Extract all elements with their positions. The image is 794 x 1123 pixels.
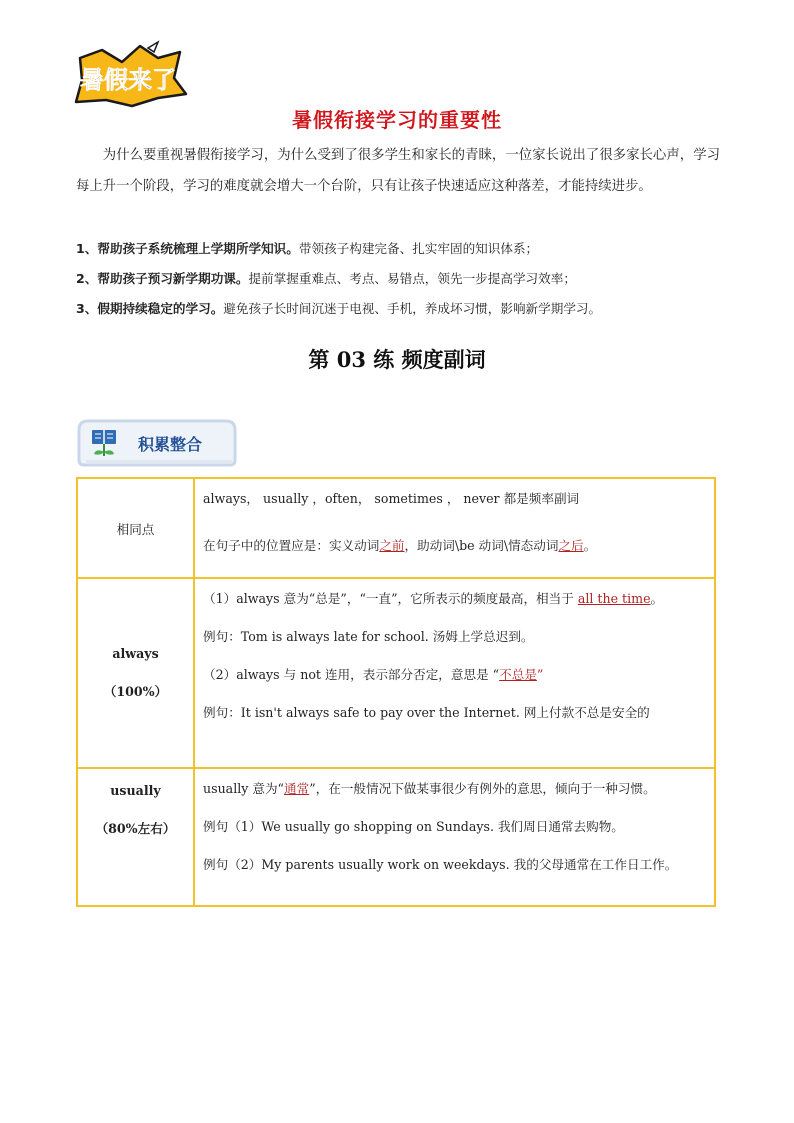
row-content [194, 768, 715, 906]
benefit-list [76, 234, 726, 324]
line-text: ，助动词\be 动词\情态动词 [404, 538, 559, 553]
benefit-item [76, 294, 726, 324]
benefit-item-heading: 1、帮助孩子系统梳理上学期所学知识。 [76, 241, 299, 256]
table-row [77, 578, 715, 768]
line-text: 。 [583, 538, 597, 553]
row-content [194, 578, 715, 768]
line-text: 例句（1）We usually go shopping on Sundays. 我们周日通常去购物。 [203, 819, 624, 834]
benefit-item-heading: 2、帮助孩子预习新学期功课。 [76, 271, 249, 286]
badge-label: 积累整合 [137, 435, 203, 454]
highlight-text: 之后 [558, 538, 584, 553]
content-line [203, 622, 706, 660]
summer-logo [62, 40, 194, 110]
benefit-item-text: 带领孩子构建完备、扎实牢固的知识体系； [298, 241, 539, 256]
book-sprout-icon [92, 430, 116, 456]
summer-logo-icon [62, 40, 194, 110]
highlight-text: 通常 [284, 781, 310, 796]
line-text: 。 [650, 591, 664, 606]
benefit-item [76, 264, 726, 294]
row-header-percent: （80%左右） [95, 821, 176, 836]
row-header [77, 578, 194, 768]
line-text: ”，在一般情况下做某事很少有例外的意思，倾向于一种习惯。 [309, 781, 656, 796]
line-text: 在句子中的位置应是：实义动词 [203, 538, 380, 553]
row-header-label: usually [110, 783, 161, 798]
line-text: （1）always 意为“总是”，“一直”，它所表示的频度最高，相当于 [203, 591, 578, 606]
content-line [203, 522, 706, 569]
highlight-text: all the time [577, 591, 651, 606]
content-line [203, 812, 706, 850]
logo-text: 暑假来了 [80, 66, 176, 94]
content-line [203, 774, 706, 812]
highlight-text: 不总是 [499, 667, 537, 682]
table-row [77, 478, 715, 578]
intro-paragraph: 为什么要重视暑假衔接学习，为什么受到了很多学生和家长的青睐，一位家长说出了很多家长心声，学习每上升一个阶段，学习的难度就会增大一个台阶，只有让孩子快速适应这种落差，才能持续进步。 [76, 148, 720, 194]
table-row [77, 768, 715, 906]
section-badge [76, 418, 238, 468]
benefit-item-text: 提前掌握重难点、考点、易错点，领先一步提高学习效率； [248, 271, 576, 286]
benefit-item-heading: 3、假期持续稳定的学习。 [76, 301, 224, 316]
frequency-adverb-table [76, 477, 716, 907]
line-text: （2）always 与 not 连用，表示部分否定，意思是 “ [203, 667, 500, 682]
line-text: 例句：It isn't always safe to pay over the Internet. 网上付款不总是安全的 [203, 705, 650, 720]
line-text: ” [536, 667, 544, 682]
benefit-item-text: 避免孩子长时间沉迷于电视、手机，养成坏习惯，影响新学期学习。 [223, 301, 602, 316]
row-header-label: always [112, 646, 159, 661]
highlight-text: 之前 [379, 538, 405, 553]
content-line [203, 484, 706, 522]
section-title: 暑假衔接学习的重要性 [292, 108, 502, 132]
row-header-percent: （100%） [103, 684, 168, 699]
content-line [203, 660, 706, 698]
content-line [203, 850, 706, 888]
badge-frame-icon [76, 418, 238, 468]
line-text: 例句：Tom is always late for school. 汤姆上学总迟到。 [203, 629, 534, 644]
row-content [194, 478, 715, 578]
line-text: 例句（2）My parents usually work on weekdays. 我的父母通常在工作日工作。 [203, 857, 678, 872]
benefit-item [76, 234, 726, 264]
line-text: usually 意为“ [203, 781, 284, 796]
lesson-title: 第 03 练 频度副词 [308, 347, 486, 372]
line-text: always， usually ，often， sometimes ， never 都是频率副词 [203, 491, 580, 506]
row-header [77, 478, 194, 578]
content-line [203, 698, 706, 736]
row-header-label: 相同点 [116, 521, 155, 537]
content-line [203, 584, 706, 622]
row-header [77, 768, 194, 906]
